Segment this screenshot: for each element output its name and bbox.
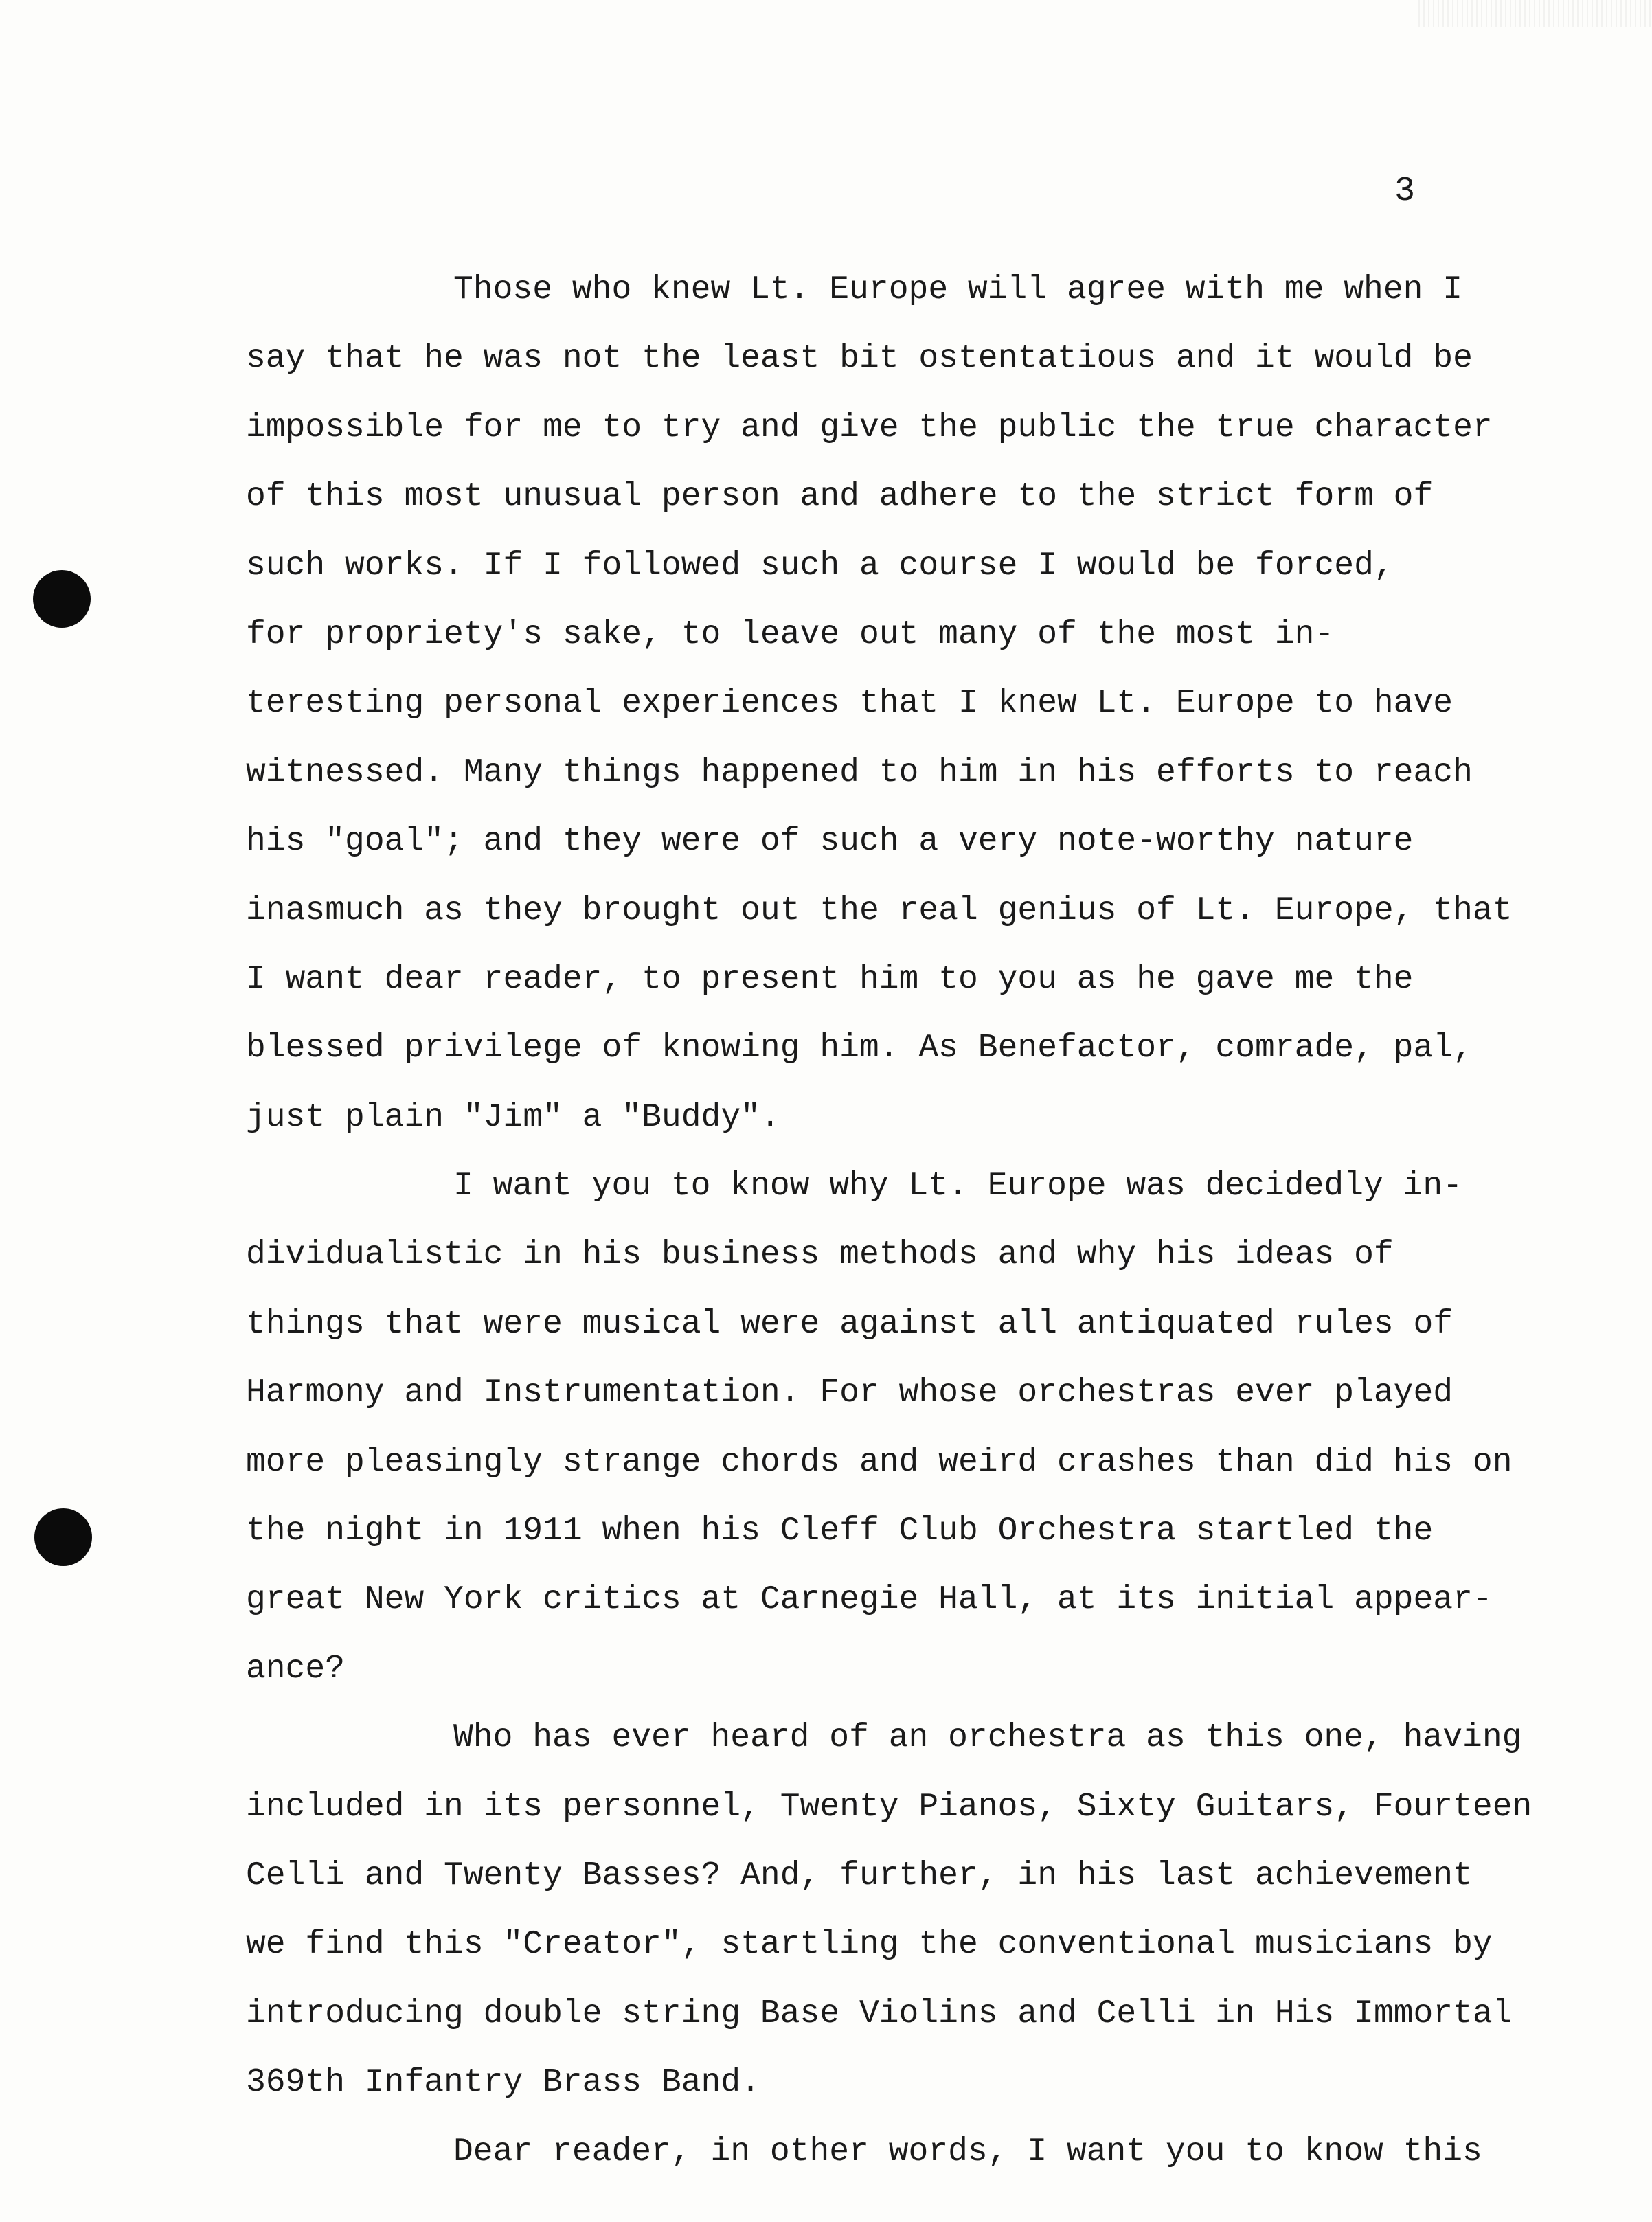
text-line: blessed privilege of knowing him. As Benefactor, comrade, pal,: [246, 1030, 1473, 1067]
text-line: Those who knew Lt. Europe will agree with me when I: [453, 271, 1463, 308]
text-line: such works. If I followed such a course I would be forced,: [246, 547, 1394, 585]
text-line: his "goal"; and they were of such a very note-worthy nature: [246, 823, 1414, 861]
text-line: things that were musical were against all antiquated rules of: [246, 1305, 1453, 1343]
scan-noise: [1418, 0, 1652, 27]
text-line: Who has ever heard of an orchestra as this one, having: [453, 1719, 1522, 1757]
text-line: I want you to know why Lt. Europe was decidedly in-: [453, 1168, 1463, 1205]
text-line: Celli and Twenty Basses? And, further, in his last achievement: [246, 1857, 1473, 1894]
text-line: say that he was not the least bit ostentatious and it would be: [246, 340, 1473, 378]
text-line: Harmony and Instrumentation. For whose orchestras ever played: [246, 1374, 1453, 1412]
text-line: just plain "Jim" a "Buddy".: [246, 1098, 780, 1136]
punch-hole: [33, 570, 91, 628]
punch-hole: [34, 1508, 92, 1566]
text-line: included in its personnel, Twenty Pianos, Sixty Guitars, Fourteen: [246, 1788, 1532, 1826]
text-line: dividualistic in his business methods and why his ideas of: [246, 1236, 1394, 1274]
text-line: Dear reader, in other words, I want you to know this: [453, 2133, 1482, 2170]
text-line: impossible for me to try and give the public the true character: [246, 409, 1493, 446]
text-line: ance?: [246, 1650, 346, 1688]
text-line: teresting personal experiences that I knew Lt. Europe to have: [246, 685, 1453, 723]
text-line: great New York critics at Carnegie Hall, at its initial appear-: [246, 1581, 1493, 1619]
text-line: the night in 1911 when his Cleff Club Orchestra startled the: [246, 1512, 1434, 1550]
document-body: [246, 256, 1620, 2186]
text-line: of this most unusual person and adhere to the strict form of: [246, 478, 1434, 516]
text-line: for propriety's sake, to leave out many of the most in-: [246, 615, 1335, 653]
text-line: we find this "Creator", startling the conventional musicians by: [246, 1926, 1493, 1964]
text-line: introducing double string Base Violins and Celli in His Immortal: [246, 1995, 1513, 2032]
text-line: inasmuch as they brought out the real genius of Lt. Europe, that: [246, 892, 1513, 929]
text-line: more pleasingly strange chords and weird crashes than did his on: [246, 1443, 1513, 1481]
page-number: 3: [1394, 172, 1416, 211]
text-line: 369th Infantry Brass Band.: [246, 2064, 760, 2102]
text-line: witnessed. Many things happened to him in his efforts to reach: [246, 753, 1473, 791]
text-line: I want dear reader, to present him to you as he gave me the: [246, 960, 1414, 998]
